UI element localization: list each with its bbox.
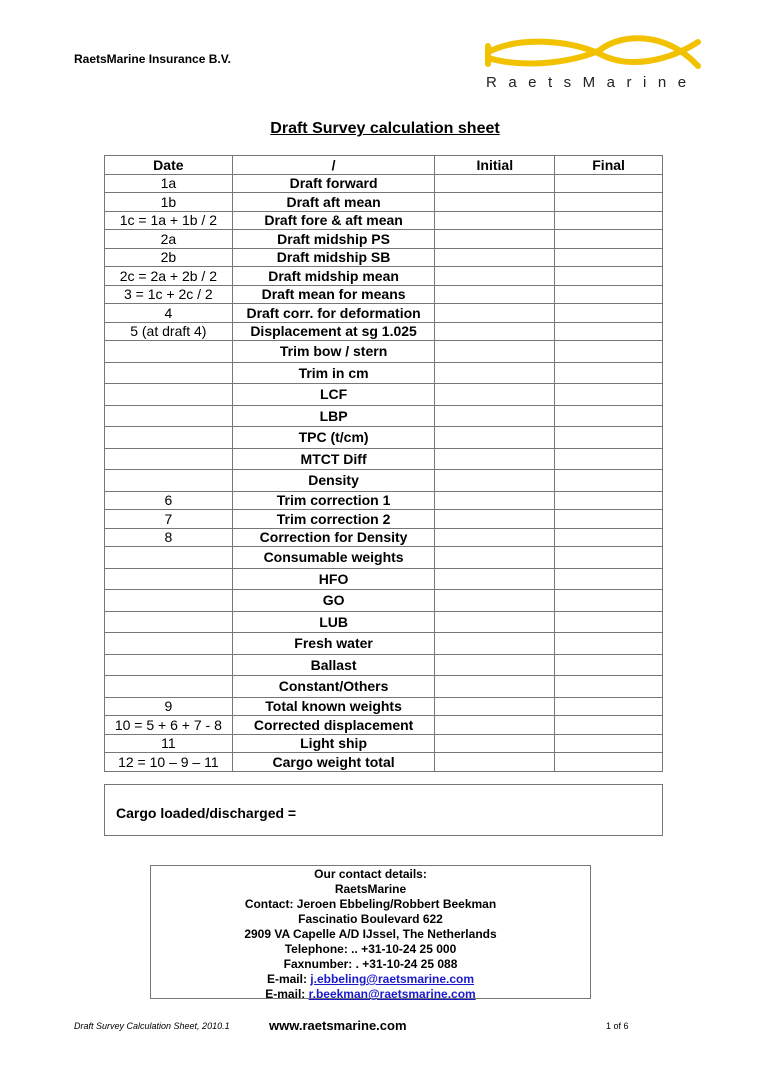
description-cell: Displacement at sg 1.025 bbox=[232, 322, 435, 341]
contact-street: Fascinatio Boulevard 622 bbox=[298, 912, 443, 926]
contact-heading: Our contact details: bbox=[314, 867, 427, 881]
final-value-cell[interactable] bbox=[555, 753, 663, 772]
table-row bbox=[105, 734, 663, 753]
table-row bbox=[105, 341, 663, 363]
initial-value-cell[interactable] bbox=[435, 590, 555, 612]
step-cell: 11 bbox=[105, 734, 233, 753]
description-cell: Draft forward bbox=[232, 174, 435, 193]
description-cell: Draft corr. for deformation bbox=[232, 304, 435, 323]
table-header-row bbox=[105, 156, 663, 175]
initial-value-cell[interactable] bbox=[435, 230, 555, 249]
step-cell bbox=[105, 470, 233, 492]
initial-value-cell[interactable] bbox=[435, 362, 555, 384]
table-row bbox=[105, 248, 663, 267]
description-cell: MTCT Diff bbox=[232, 448, 435, 470]
table-row bbox=[105, 753, 663, 772]
initial-value-cell[interactable] bbox=[435, 611, 555, 633]
final-value-cell[interactable] bbox=[555, 304, 663, 323]
description-cell: Cargo weight total bbox=[232, 753, 435, 772]
cargo-loaded-box[interactable] bbox=[104, 784, 663, 836]
step-cell bbox=[105, 654, 233, 676]
initial-value-cell[interactable] bbox=[435, 470, 555, 492]
contact-company: RaetsMarine bbox=[334, 882, 407, 896]
description-cell: Consumable weights bbox=[232, 547, 435, 569]
final-value-cell[interactable] bbox=[555, 590, 663, 612]
step-cell bbox=[105, 568, 233, 590]
column-header: / bbox=[232, 156, 435, 175]
step-cell bbox=[105, 547, 233, 569]
description-cell: Draft midship PS bbox=[232, 230, 435, 249]
final-value-cell[interactable] bbox=[555, 341, 663, 363]
column-header: Date bbox=[105, 156, 233, 175]
description-cell: HFO bbox=[232, 568, 435, 590]
description-cell: LCF bbox=[232, 384, 435, 406]
table-row bbox=[105, 427, 663, 449]
description-cell: LBP bbox=[232, 405, 435, 427]
initial-value-cell[interactable] bbox=[435, 633, 555, 655]
description-cell: Constant/Others bbox=[232, 676, 435, 698]
final-value-cell[interactable] bbox=[555, 248, 663, 267]
final-value-cell[interactable] bbox=[555, 676, 663, 698]
final-value-cell[interactable] bbox=[555, 568, 663, 590]
table-row bbox=[105, 285, 663, 304]
final-value-cell[interactable] bbox=[555, 362, 663, 384]
table-row bbox=[105, 470, 663, 492]
description-cell: Correction for Density bbox=[232, 528, 435, 547]
initial-value-cell[interactable] bbox=[435, 753, 555, 772]
table-row bbox=[105, 590, 663, 612]
table-row bbox=[105, 362, 663, 384]
initial-value-cell[interactable] bbox=[435, 510, 555, 529]
step-cell: 4 bbox=[105, 304, 233, 323]
step-cell: 10 = 5 + 6 + 7 - 8 bbox=[105, 716, 233, 735]
final-value-cell[interactable] bbox=[555, 405, 663, 427]
initial-value-cell[interactable] bbox=[435, 248, 555, 267]
step-cell: 7 bbox=[105, 510, 233, 529]
final-value-cell[interactable] bbox=[555, 211, 663, 230]
description-cell: Light ship bbox=[232, 734, 435, 753]
logo-text: RaetsMarine bbox=[486, 74, 698, 91]
step-cell: 2a bbox=[105, 230, 233, 249]
draft-survey-table bbox=[104, 155, 663, 772]
raetsmarine-logo bbox=[470, 30, 710, 95]
initial-value-cell[interactable] bbox=[435, 341, 555, 363]
initial-value-cell[interactable] bbox=[435, 384, 555, 406]
initial-value-cell[interactable] bbox=[435, 427, 555, 449]
final-value-cell[interactable] bbox=[555, 491, 663, 510]
final-value-cell[interactable] bbox=[555, 510, 663, 529]
final-value-cell[interactable] bbox=[555, 697, 663, 716]
table-row bbox=[105, 405, 663, 427]
final-value-cell[interactable] bbox=[555, 547, 663, 569]
step-cell: 8 bbox=[105, 528, 233, 547]
table-row bbox=[105, 384, 663, 406]
step-cell: 9 bbox=[105, 697, 233, 716]
description-cell: Draft aft mean bbox=[232, 193, 435, 212]
table-row bbox=[105, 491, 663, 510]
step-cell: 1b bbox=[105, 193, 233, 212]
step-cell bbox=[105, 362, 233, 384]
final-value-cell[interactable] bbox=[555, 285, 663, 304]
step-cell: 2b bbox=[105, 248, 233, 267]
final-value-cell[interactable] bbox=[555, 384, 663, 406]
table-row bbox=[105, 267, 663, 286]
description-cell: Corrected displacement bbox=[232, 716, 435, 735]
step-cell bbox=[105, 633, 233, 655]
initial-value-cell[interactable] bbox=[435, 285, 555, 304]
contact-fax: Faxnumber: . +31-10-24 25 088 bbox=[283, 957, 458, 971]
contact-city: 2909 VA Capelle A/D IJssel, The Netherlands bbox=[244, 927, 497, 941]
step-cell: 3 = 1c + 2c / 2 bbox=[105, 285, 233, 304]
contact-details-box bbox=[150, 865, 591, 999]
final-value-cell[interactable] bbox=[555, 193, 663, 212]
table-row bbox=[105, 448, 663, 470]
footer-page-number: 1 of 6 bbox=[606, 1021, 629, 1031]
email-link-1[interactable]: j.ebbeling@raetsmarine.com bbox=[310, 972, 475, 986]
initial-value-cell[interactable] bbox=[435, 491, 555, 510]
table-row bbox=[105, 304, 663, 323]
column-header: Final bbox=[555, 156, 663, 175]
description-cell: Draft fore & aft mean bbox=[232, 211, 435, 230]
initial-value-cell[interactable] bbox=[435, 448, 555, 470]
step-cell: 12 = 10 – 9 – 11 bbox=[105, 753, 233, 772]
final-value-cell[interactable] bbox=[555, 470, 663, 492]
table-row bbox=[105, 568, 663, 590]
initial-value-cell[interactable] bbox=[435, 654, 555, 676]
description-cell: Trim correction 1 bbox=[232, 491, 435, 510]
initial-value-cell[interactable] bbox=[435, 211, 555, 230]
fish-logo-icon bbox=[470, 30, 710, 75]
initial-value-cell[interactable] bbox=[435, 697, 555, 716]
table-row bbox=[105, 633, 663, 655]
table-row bbox=[105, 528, 663, 547]
table-row bbox=[105, 510, 663, 529]
contact-telephone: Telephone: .. +31-10-24 25 000 bbox=[284, 942, 457, 956]
final-value-cell[interactable] bbox=[555, 611, 663, 633]
initial-value-cell[interactable] bbox=[435, 267, 555, 286]
initial-value-cell[interactable] bbox=[435, 193, 555, 212]
description-cell: Draft midship mean bbox=[232, 267, 435, 286]
table-row bbox=[105, 193, 663, 212]
step-cell: 6 bbox=[105, 491, 233, 510]
initial-value-cell[interactable] bbox=[435, 528, 555, 547]
step-cell bbox=[105, 405, 233, 427]
step-cell bbox=[105, 448, 233, 470]
step-cell: 5 (at draft 4) bbox=[105, 322, 233, 341]
description-cell: Draft mean for means bbox=[232, 285, 435, 304]
description-cell: Ballast bbox=[232, 654, 435, 676]
final-value-cell[interactable] bbox=[555, 322, 663, 341]
contact-email-2: E-mail: r.beekman@raetsmarine.com bbox=[265, 987, 476, 1001]
final-value-cell[interactable] bbox=[555, 448, 663, 470]
column-header: Initial bbox=[435, 156, 555, 175]
description-cell: Trim in cm bbox=[232, 362, 435, 384]
table-row bbox=[105, 322, 663, 341]
initial-value-cell[interactable] bbox=[435, 322, 555, 341]
description-cell: LUB bbox=[232, 611, 435, 633]
table-row bbox=[105, 611, 663, 633]
description-cell: Draft midship SB bbox=[232, 248, 435, 267]
final-value-cell[interactable] bbox=[555, 716, 663, 735]
step-cell: 1a bbox=[105, 174, 233, 193]
page-title: Draft Survey calculation sheet bbox=[270, 120, 500, 137]
description-cell: Trim correction 2 bbox=[232, 510, 435, 529]
description-cell: Total known weights bbox=[232, 697, 435, 716]
table-row bbox=[105, 174, 663, 193]
final-value-cell[interactable] bbox=[555, 267, 663, 286]
description-cell: GO bbox=[232, 590, 435, 612]
step-cell bbox=[105, 341, 233, 363]
step-cell bbox=[105, 590, 233, 612]
table-row bbox=[105, 654, 663, 676]
contact-email-1: E-mail: j.ebbeling@raetsmarine.com bbox=[266, 972, 475, 986]
company-name: RaetsMarine Insurance B.V. bbox=[74, 52, 231, 66]
final-value-cell[interactable] bbox=[555, 528, 663, 547]
table-row bbox=[105, 211, 663, 230]
initial-value-cell[interactable] bbox=[435, 676, 555, 698]
initial-value-cell[interactable] bbox=[435, 405, 555, 427]
initial-value-cell[interactable] bbox=[435, 568, 555, 590]
table-row bbox=[105, 230, 663, 249]
initial-value-cell[interactable] bbox=[435, 304, 555, 323]
table-row bbox=[105, 676, 663, 698]
step-cell bbox=[105, 427, 233, 449]
initial-value-cell[interactable] bbox=[435, 174, 555, 193]
description-cell: TPC (t/cm) bbox=[232, 427, 435, 449]
description-cell: Fresh water bbox=[232, 633, 435, 655]
final-value-cell[interactable] bbox=[555, 633, 663, 655]
step-cell bbox=[105, 611, 233, 633]
table-row bbox=[105, 716, 663, 735]
final-value-cell[interactable] bbox=[555, 174, 663, 193]
final-value-cell[interactable] bbox=[555, 230, 663, 249]
step-cell: 1c = 1a + 1b / 2 bbox=[105, 211, 233, 230]
initial-value-cell[interactable] bbox=[435, 716, 555, 735]
description-cell: Trim bow / stern bbox=[232, 341, 435, 363]
step-cell bbox=[105, 676, 233, 698]
cargo-label: Cargo loaded/discharged = bbox=[116, 805, 297, 821]
final-value-cell[interactable] bbox=[555, 654, 663, 676]
final-value-cell[interactable] bbox=[555, 427, 663, 449]
footer-document-name: Draft Survey Calculation Sheet, 2010.1 bbox=[74, 1021, 230, 1031]
table-row bbox=[105, 697, 663, 716]
contact-person: Contact: Jeroen Ebbeling/Robbert Beekman bbox=[244, 897, 497, 911]
step-cell bbox=[105, 384, 233, 406]
email-link-2[interactable]: r.beekman@raetsmarine.com bbox=[308, 987, 476, 1001]
table-row bbox=[105, 547, 663, 569]
initial-value-cell[interactable] bbox=[435, 734, 555, 753]
footer-website[interactable]: www.raetsmarine.com bbox=[269, 1018, 407, 1033]
initial-value-cell[interactable] bbox=[435, 547, 555, 569]
final-value-cell[interactable] bbox=[555, 734, 663, 753]
step-cell: 2c = 2a + 2b / 2 bbox=[105, 267, 233, 286]
description-cell: Density bbox=[232, 470, 435, 492]
